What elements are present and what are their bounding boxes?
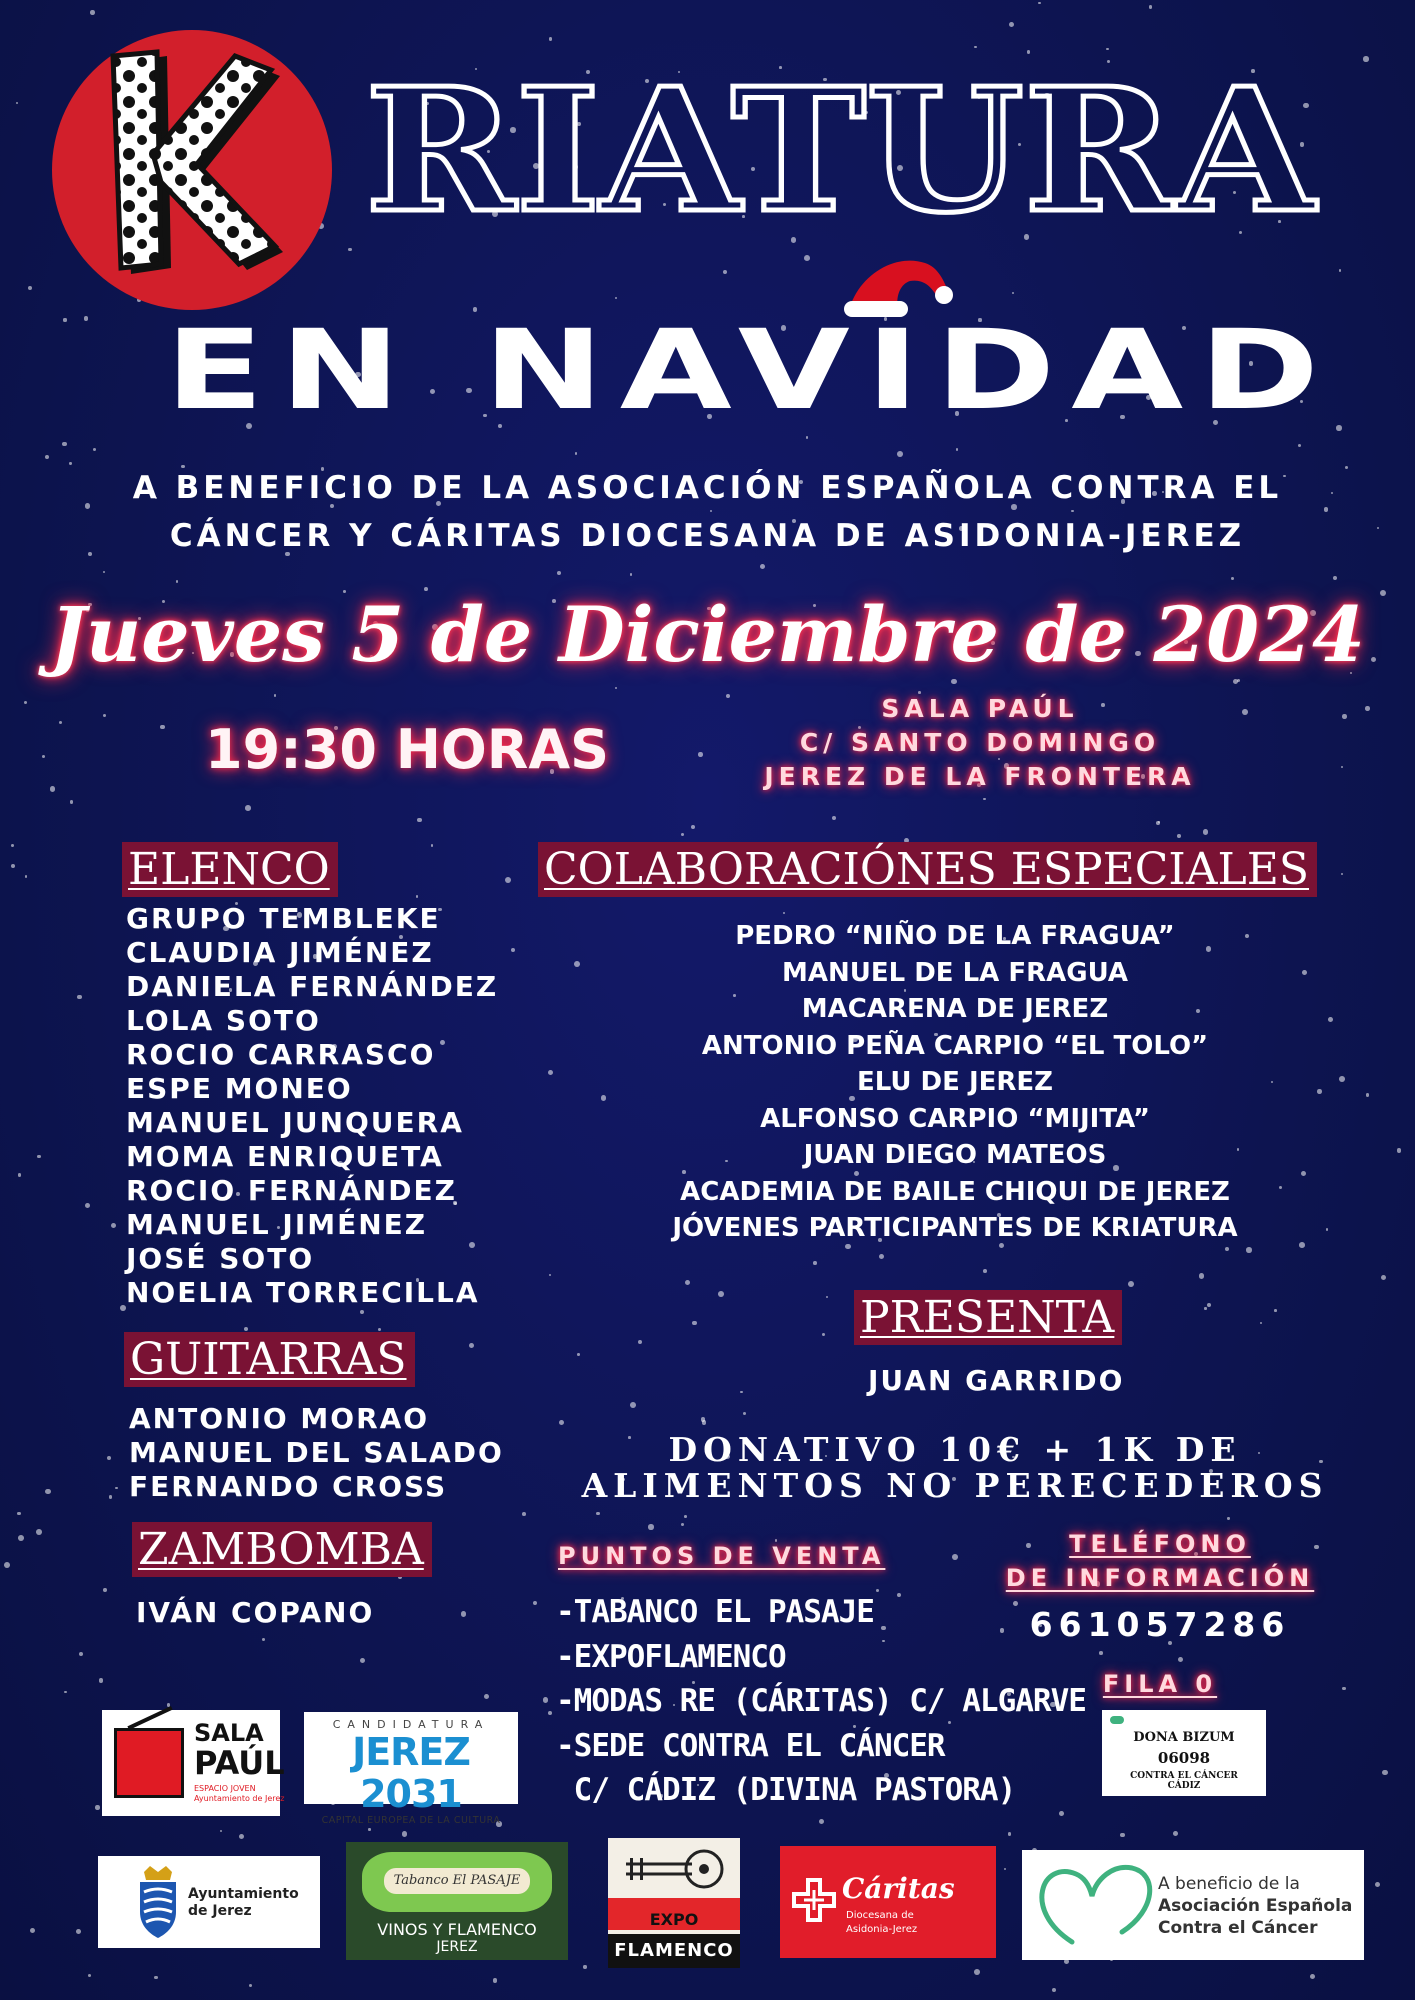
snow-dot <box>505 877 511 883</box>
snow-dot <box>549 37 552 40</box>
snow-dot <box>1052 1988 1056 1992</box>
snow-dot <box>244 1327 248 1331</box>
snow-dot <box>549 1274 551 1276</box>
snow-dot <box>681 1523 684 1526</box>
snow-dot <box>103 1588 107 1592</box>
snow-dot <box>416 895 419 898</box>
snow-dot <box>1341 766 1343 768</box>
snow-dot <box>1397 1148 1402 1153</box>
list-item: -TABANCO EL PASAJE <box>556 1594 874 1630</box>
snow-dot <box>956 448 959 451</box>
snow-dot <box>1027 50 1030 53</box>
event-hours: 19:30 HORAS <box>205 718 610 781</box>
telefono-number: 661057286 <box>1029 1605 1291 1644</box>
snow-dot <box>685 1280 690 1285</box>
snow-dot <box>1225 1247 1229 1251</box>
ayuntamiento-l2: de Jerez <box>188 1903 252 1919</box>
snow-dot <box>1299 1242 1305 1248</box>
list-item: C/ CÁDIZ (DIVINA PASTORA) <box>556 1772 1016 1808</box>
expoflamenco-l2: FLAMENCO <box>608 1934 740 1968</box>
snow-dot <box>360 1658 365 1663</box>
puntos-venta-heading: PUNTOS DE VENTA <box>558 1542 886 1570</box>
snow-dot <box>461 1611 466 1616</box>
list-item: ROCIO CARRASCO <box>126 1038 436 1071</box>
snow-dot <box>63 318 66 321</box>
bizum-card <box>1102 1710 1266 1796</box>
snow-dot <box>615 687 617 689</box>
snow-dot <box>1298 444 1301 447</box>
list-item: JOSÉ SOTO <box>126 1242 315 1275</box>
jerez2031-l1: CANDIDATURA <box>332 1718 490 1731</box>
list-item: FERNANDO CROSS <box>129 1470 448 1503</box>
snow-dot <box>84 316 89 321</box>
snow-dot <box>11 864 15 868</box>
list-item: MANUEL DEL SALADO <box>129 1436 504 1469</box>
snow-dot <box>1301 1171 1307 1177</box>
list-item: PEDRO “NIÑO DE LA FRAGUA” <box>735 921 1175 951</box>
snow-dot <box>1227 1517 1229 1519</box>
sala-paul-l3: ESPACIO JOVEN <box>194 1784 256 1793</box>
sala-paul-square-icon <box>114 1728 184 1798</box>
snow-dot <box>115 1487 118 1490</box>
snow-dot <box>18 1173 22 1177</box>
snow-dot <box>45 455 49 459</box>
list-item: MANUEL JUNQUERA <box>126 1106 464 1139</box>
snow-dot <box>1203 829 1209 835</box>
snow-dot <box>710 510 712 512</box>
snow-dot <box>368 1828 370 1830</box>
snow-dot <box>111 1223 117 1229</box>
snow-dot <box>615 297 617 299</box>
snow-dot <box>511 948 515 952</box>
snow-dot <box>79 1652 83 1656</box>
snow-dot <box>70 800 74 804</box>
snow-dot <box>1204 1307 1206 1309</box>
presenta-list <box>868 1364 1124 1398</box>
list-item: ANTONIO MORAO <box>129 1402 430 1435</box>
ayuntamiento-l1: Ayuntamiento <box>188 1886 299 1902</box>
snow-dot <box>702 1420 707 1425</box>
snow-dot <box>1302 970 1307 975</box>
snow-dot <box>681 833 684 836</box>
snow-dot <box>630 1402 636 1408</box>
bizum-leaf-icon <box>1110 1716 1124 1724</box>
snow-dot <box>684 1515 687 1518</box>
title-en-navidad <box>150 300 1350 430</box>
snow-dot <box>1071 510 1074 513</box>
list-item: JUAN DIEGO MATEOS <box>803 1140 1107 1170</box>
snow-dot <box>95 1805 99 1809</box>
title-kriatura <box>340 60 1340 240</box>
aecc-logo <box>1022 1850 1364 1960</box>
bizum-line-2: 06098 <box>1157 1749 1211 1767</box>
caritas-l1: Cáritas <box>842 1872 955 1905</box>
snow-dot <box>103 571 105 573</box>
snow-dot <box>1366 1093 1369 1096</box>
sala-paul-l1: SALA <box>194 1719 264 1747</box>
snow-dot <box>176 580 178 582</box>
snow-dot <box>1173 1831 1178 1836</box>
snow-dot <box>760 564 765 569</box>
snow-dot <box>983 1269 987 1273</box>
snow-dot <box>77 995 81 999</box>
snow-dot <box>25 875 27 877</box>
snow-dot <box>1246 1247 1252 1253</box>
guitarras-heading: GUITARRAS <box>124 1332 415 1387</box>
snow-dot <box>743 1412 746 1415</box>
snow-dot <box>378 1328 381 1331</box>
snow-dot <box>37 1155 41 1159</box>
venue-line-3: JEREZ DE LA FRONTERA <box>764 762 1196 791</box>
snow-dot <box>819 1819 824 1824</box>
list-item: ACADEMIA DE BAILE CHIQUI DE JEREZ <box>680 1176 1230 1207</box>
snow-dot <box>1260 1322 1262 1324</box>
snow-dot <box>879 1254 884 1259</box>
snow-dot <box>1106 48 1109 51</box>
snow-dot <box>1341 873 1344 876</box>
snow-dot <box>1345 466 1348 469</box>
list-item: MANUEL JIMÉNEZ <box>126 1208 428 1241</box>
snow-dot <box>533 1601 537 1605</box>
snow-dot <box>1004 1868 1006 1870</box>
snow-dot <box>69 462 71 464</box>
snow-dot <box>698 752 702 756</box>
list-item: -MODAS RE (CÁRITAS) C/ ALGARVE <box>556 1683 1086 1719</box>
benefit-line-2: CÁNCER Y CÁRITAS DIOCESANA DE ASIDONIA-JEREZ <box>169 518 1246 554</box>
snow-dot <box>36 1529 42 1535</box>
snow-dot <box>1365 706 1370 711</box>
list-item: DANIELA FERNÁNDEZ <box>126 970 499 1003</box>
aecc-l2: Asociación Española <box>1158 1896 1353 1916</box>
snow-dot <box>1317 1089 1322 1094</box>
snow-dot <box>557 571 561 575</box>
snow-dot <box>109 1495 113 1499</box>
list-item: ELU DE JEREZ <box>856 1067 1054 1097</box>
list-item: MACARENA DE JEREZ <box>801 994 1109 1024</box>
snow-dot <box>1363 56 1368 61</box>
snow-dot <box>1375 1882 1380 1887</box>
snow-dot <box>723 270 727 274</box>
colaboraciones-heading: COLABORACIÓNES ESPECIALES <box>538 842 1317 897</box>
snow-dot <box>691 825 695 829</box>
snow-dot <box>18 1535 24 1541</box>
snow-dot <box>360 1310 364 1314</box>
k-logo-icon <box>95 42 295 282</box>
snow-dot <box>897 451 903 457</box>
snow-dot <box>28 286 32 290</box>
snow-dot <box>107 1456 111 1460</box>
snow-dot <box>630 573 632 575</box>
snow-dot <box>1012 292 1015 295</box>
snow-dot <box>262 1638 265 1641</box>
snow-dot <box>1339 1076 1345 1082</box>
list-item: -EXPOFLAMENCO <box>556 1638 786 1675</box>
guitarras-list <box>129 1402 504 1504</box>
snow-dot <box>64 1691 66 1693</box>
sala-paul-logo <box>102 1710 285 1816</box>
caritas-logo <box>780 1846 996 1958</box>
snow-dot <box>806 436 809 439</box>
snow-dot <box>274 694 276 696</box>
telefono-line-1: TELÉFONO <box>1069 1530 1251 1558</box>
snow-dot <box>1177 834 1181 838</box>
snow-dot <box>160 725 164 729</box>
snow-dot <box>1328 1017 1333 1022</box>
snow-dot <box>574 961 580 967</box>
snow-dot <box>648 1524 653 1529</box>
snow-dot <box>431 844 434 847</box>
title-kriatura-text: RIATURA <box>365 60 1318 240</box>
venue-line-2: C/ SANTO DOMINGO <box>799 728 1161 757</box>
snow-dot <box>1310 1974 1315 1979</box>
snow-dot <box>30 1928 36 1934</box>
snow-dot <box>1120 1833 1124 1837</box>
snow-dot <box>548 1070 553 1075</box>
snow-dot <box>974 46 977 49</box>
snow-dot <box>1178 1657 1183 1662</box>
snow-dot <box>1207 1303 1211 1307</box>
snow-dot <box>239 1834 244 1839</box>
snow-dot <box>1342 714 1346 718</box>
snow-dot <box>1274 1309 1277 1312</box>
snow-dot <box>50 786 56 792</box>
snow-dot <box>543 1697 549 1703</box>
fila0-label: FILA 0 <box>1102 1670 1218 1698</box>
list-item: GRUPO TEMBLEKE <box>126 902 441 935</box>
list-item: CLAUDIA JIMÉNEZ <box>126 936 434 969</box>
caritas-cross-icon <box>790 1876 838 1924</box>
snow-dot <box>76 1929 81 1934</box>
snow-dot <box>1333 576 1337 580</box>
aecc-l3: Contra el Cáncer <box>1158 1918 1318 1938</box>
list-item: ALFONSO CARPIO “MIJITA” <box>760 1103 1150 1134</box>
list-item: ANTONIO PEÑA CARPIO “EL TOLO” <box>701 1030 1209 1061</box>
snow-dot <box>1324 507 1328 511</box>
snow-dot <box>220 1830 222 1832</box>
jerez2031-l2: JEREZ 2031 <box>352 1730 470 1816</box>
bizum-line-4: CÁDIZ <box>1167 1781 1201 1791</box>
snow-dot <box>484 1694 489 1699</box>
snow-dot <box>1233 679 1238 684</box>
snow-dot <box>577 1353 580 1356</box>
snow-dot <box>1382 1770 1388 1776</box>
venue-line-1: SALA PAÚL <box>881 694 1079 723</box>
snow-dot <box>1009 22 1014 27</box>
snow-dot <box>1339 269 1342 272</box>
snow-dot <box>11 844 14 847</box>
snow-dot <box>974 1969 980 1975</box>
snow-dot <box>469 1343 474 1348</box>
expoflamenco-logo <box>608 1838 740 1968</box>
snow-dot <box>522 1512 526 1516</box>
jerez2031-l3: CAPITAL EUROPEA DE LA CULTURA <box>321 1815 501 1826</box>
snow-dot <box>417 818 422 823</box>
snow-dot <box>348 248 352 252</box>
snow-dot <box>4 1562 10 1568</box>
snow-dot <box>559 1420 564 1425</box>
snow-dot <box>596 1512 600 1516</box>
list-item: MOMA ENRIQUETA <box>126 1140 444 1173</box>
snow-dot <box>740 1391 743 1394</box>
snow-dot <box>24 701 28 705</box>
snow-dot <box>90 10 95 15</box>
snow-dot <box>59 721 62 724</box>
snow-dot <box>638 1340 643 1345</box>
snow-dot <box>1038 2 1040 4</box>
snow-dot <box>88 1974 91 1977</box>
list-item: IVÁN COPANO <box>136 1596 375 1629</box>
snow-dot <box>181 465 185 469</box>
list-item: LOLA SOTO <box>126 1004 321 1037</box>
snow-dot <box>813 1261 817 1265</box>
tabanco-l2: VINOS Y FLAMENCO <box>377 1920 537 1939</box>
presenta-heading: PRESENTA <box>854 1290 1122 1345</box>
title-navidad-text: EN NAVIDAD <box>165 306 1335 430</box>
guitar-icon <box>622 1848 726 1892</box>
donativo-line-1: DONATIVO 10€ + 1K DE <box>668 1430 1242 1469</box>
snow-dot <box>16 102 18 104</box>
sala-paul-l2: PAÚL <box>194 1744 285 1782</box>
snow-dot <box>998 758 1000 760</box>
colaboraciones-list <box>620 918 1290 1247</box>
sala-paul-l4: Ayuntamiento de Jerez <box>194 1794 285 1803</box>
snow-dot <box>245 805 251 811</box>
expoflamenco-l1: EXPO <box>608 1898 740 1930</box>
snow-dot <box>952 1554 958 1560</box>
benefit-line-1: A BENEFICIO DE LA ASOCIACIÓN ESPAÑOLA CONTRA EL <box>132 470 1283 506</box>
snow-dot <box>1008 1832 1011 1835</box>
snow-dot <box>249 1984 252 1987</box>
snow-dot <box>692 1321 697 1326</box>
donativo-line-2: ALIMENTOS NO PERECEDEROS <box>581 1466 1329 1505</box>
zambomba-heading: ZAMBOMBA <box>132 1522 432 1577</box>
list-item: JÓVENES PARTICIPANTES DE KRIATURA <box>672 1213 1238 1243</box>
jerez-shield-icon <box>136 1866 180 1938</box>
snow-dot <box>718 1291 724 1297</box>
snow-dot <box>42 755 45 758</box>
ayuntamiento-logo <box>98 1856 320 1948</box>
snow-dot <box>822 1333 825 1336</box>
snow-dot <box>575 452 578 455</box>
tabanco-l1: Tabanco El PASAJE <box>384 1868 530 1894</box>
snow-dot <box>62 442 67 447</box>
snow-dot <box>493 1978 497 1982</box>
snow-dot <box>1231 577 1234 580</box>
snow-dot <box>983 798 985 800</box>
snow-dot <box>1099 1651 1103 1655</box>
event-date: Jueves 5 de Diciembre de 2024 <box>50 590 1365 679</box>
snow-dot <box>45 1489 51 1495</box>
elenco-list <box>126 902 498 1310</box>
snow-dot <box>1199 1273 1205 1279</box>
snow-dot <box>17 1512 21 1516</box>
bizum-line-1: DONA BIZUM <box>1133 1730 1235 1745</box>
snow-dot <box>1381 1275 1386 1280</box>
list-item: ROCIO FERNÁNDEZ <box>126 1174 457 1207</box>
snow-dot <box>93 448 96 451</box>
snow-dot <box>154 1976 157 1979</box>
snow-dot <box>804 255 810 261</box>
snow-dot <box>583 1965 586 1968</box>
aecc-l1: A beneficio de la <box>1158 1874 1300 1894</box>
snow-dot <box>1128 1281 1134 1287</box>
jerez2031-logo <box>304 1712 518 1826</box>
snow-dot <box>601 1095 607 1101</box>
snow-dot <box>402 1831 407 1836</box>
snow-dot <box>951 679 956 684</box>
list-item: JUAN GARRIDO <box>868 1364 1125 1397</box>
snow-dot <box>826 1296 829 1299</box>
snow-dot <box>832 816 836 820</box>
list-item: MANUEL DE LA FRAGUA <box>781 957 1129 988</box>
zambomba-list <box>136 1596 374 1630</box>
list-item: NOELIA TORRECILLA <box>126 1276 480 1309</box>
elenco-heading: ELENCO <box>122 842 338 897</box>
tabanco-logo <box>346 1842 568 1960</box>
bizum-line-3: CONTRA EL CÁNCER <box>1130 1771 1238 1781</box>
list-item: -SEDE CONTRA EL CÁNCER <box>556 1727 945 1764</box>
snow-dot <box>1326 1228 1328 1230</box>
caritas-l3: Asidonia-Jerez <box>846 1924 918 1935</box>
list-item: ESPE MONEO <box>126 1072 353 1105</box>
tabanco-l3: JEREZ <box>436 1939 478 1955</box>
snow-dot <box>103 714 106 717</box>
caritas-l2: Diocesana de <box>846 1910 914 1921</box>
snow-dot <box>1342 1687 1345 1690</box>
aecc-heart-icon <box>1032 1860 1162 1950</box>
snow-dot <box>99 1678 103 1682</box>
snow-dot <box>85 1203 90 1208</box>
snow-dot <box>548 1711 552 1715</box>
snow-dot <box>1149 5 1153 9</box>
telefono-line-2: DE INFORMACIÓN <box>1005 1564 1315 1592</box>
snow-dot <box>783 912 785 914</box>
